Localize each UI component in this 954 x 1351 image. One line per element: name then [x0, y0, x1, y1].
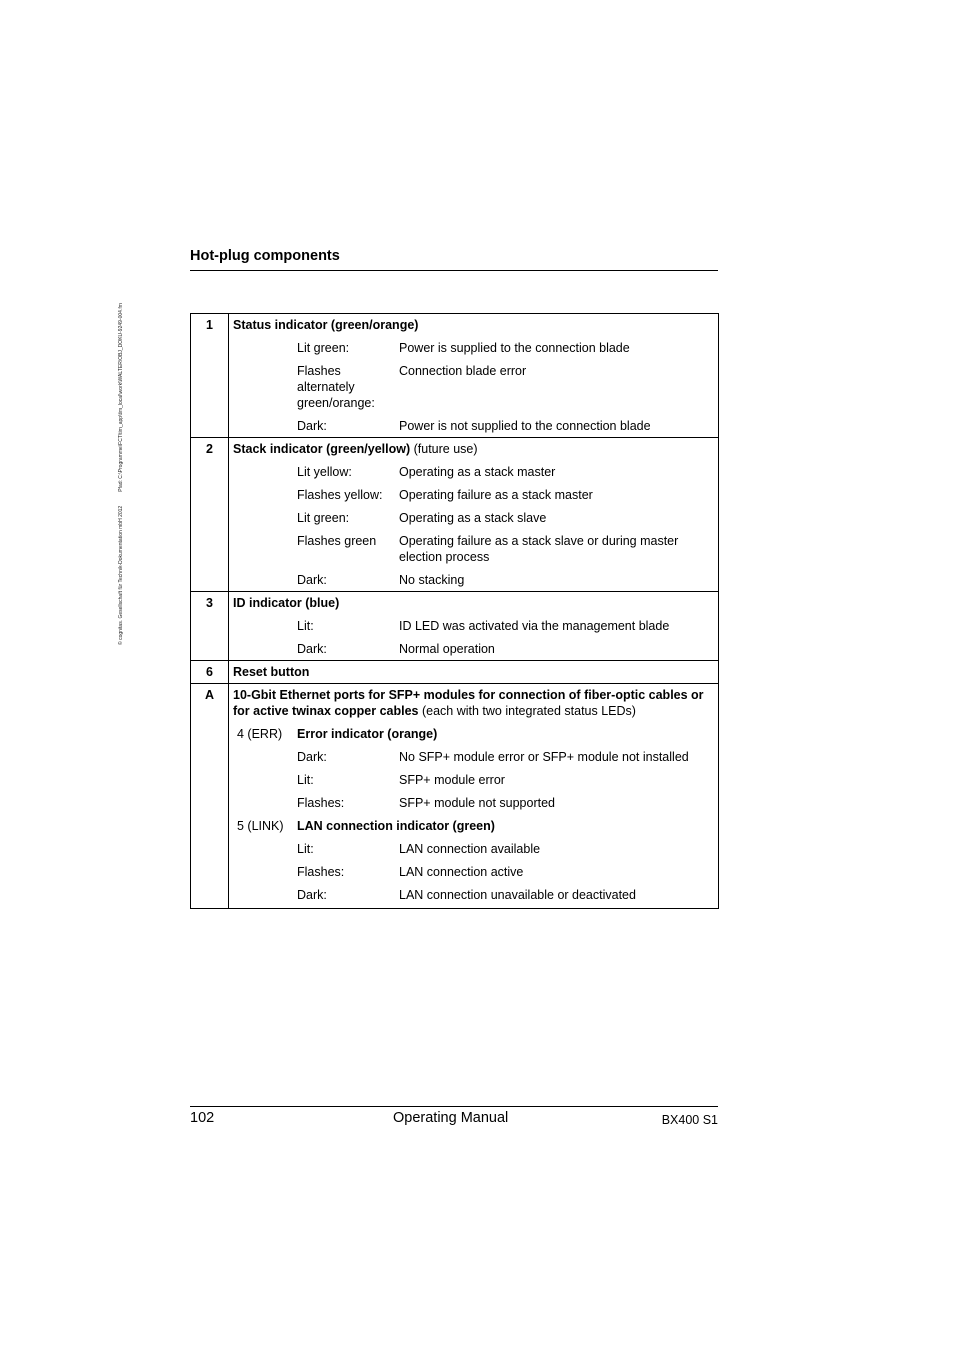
- table-row-section-a: [191, 684, 719, 909]
- list-item: [233, 841, 712, 857]
- state-description: No SFP+ module error or SFP+ module not installed: [399, 750, 689, 764]
- state-description: Power is supplied to the connection blade: [399, 341, 630, 355]
- section-title: Status indicator (green/orange): [233, 318, 419, 332]
- list-item: [233, 418, 712, 434]
- state-label: Dark:: [297, 642, 327, 656]
- section-body: [229, 592, 719, 661]
- state-label: Lit green:: [297, 511, 350, 525]
- state-label: Flashes green: [297, 534, 377, 548]
- table-row-section-3: [191, 592, 719, 661]
- state-description: Normal operation: [399, 642, 495, 656]
- state-description: Operating failure as a stack slave or during master election process: [399, 534, 679, 564]
- indicator-table: [190, 313, 719, 909]
- state-description: LAN connection available: [399, 842, 541, 856]
- header-divider: [190, 270, 718, 271]
- section-title: ID indicator (blue): [233, 596, 340, 610]
- sub-indicator-heading: [233, 726, 712, 742]
- section-number: 1: [191, 314, 229, 438]
- list-item: [233, 641, 712, 657]
- state-description: SFP+ module not supported: [399, 796, 555, 810]
- section-body: [229, 661, 719, 684]
- section-title: 10-Gbit Ethernet ports for SFP+ modules for connection of fiber-optic cables or for active twinax copper cables (each with two integrated status LEDs): [233, 688, 704, 718]
- section-number: A: [191, 684, 229, 909]
- state-description: ID LED was activated via the management blade: [399, 619, 670, 633]
- side-note: [118, 235, 124, 645]
- state-label: Lit green:: [297, 341, 350, 355]
- section-title: Stack indicator (green/yellow) (future use): [233, 442, 478, 456]
- section-number: 6: [191, 661, 229, 684]
- state-description: Power is not supplied to the connection blade: [399, 419, 651, 433]
- led-title: LAN connection indicator (green): [297, 819, 495, 833]
- list-item: [233, 487, 712, 503]
- state-description: Operating failure as a stack master: [399, 488, 593, 502]
- section-body: [229, 684, 719, 909]
- page-number: 102: [190, 1110, 215, 1126]
- state-label: Dark:: [297, 573, 327, 587]
- list-item: [233, 572, 712, 588]
- list-item: [233, 533, 712, 565]
- table-row-section-1: [191, 314, 719, 438]
- state-description: SFP+ module error: [399, 773, 505, 787]
- table-row-section-2: [191, 438, 719, 592]
- led-id-label: 4 (ERR): [237, 727, 283, 741]
- state-label: Lit:: [297, 842, 314, 856]
- list-item: [233, 864, 712, 880]
- state-description: Operating as a stack slave: [399, 511, 547, 525]
- state-label: Flashes:: [297, 796, 345, 810]
- state-description: LAN connection active: [399, 865, 524, 879]
- sub-indicator-heading: [233, 818, 712, 834]
- product-name: BX400 S1: [661, 1113, 718, 1127]
- state-label: Lit:: [297, 773, 314, 787]
- section-title: Reset button: [233, 665, 310, 679]
- state-label: Lit:: [297, 619, 314, 633]
- section-body: [229, 314, 719, 438]
- list-item: [233, 510, 712, 526]
- state-description: Operating as a stack master: [399, 465, 556, 479]
- state-description: LAN connection unavailable or deactivated: [399, 888, 636, 902]
- list-item: [233, 363, 712, 411]
- list-item: [233, 749, 712, 765]
- list-item: [233, 464, 712, 480]
- led-id-label: 5 (LINK): [237, 819, 284, 833]
- spacer: [233, 903, 712, 905]
- state-label: Dark:: [297, 419, 327, 433]
- state-label: Dark:: [297, 888, 327, 902]
- state-description: Connection blade error: [399, 364, 527, 378]
- state-label: Flashes:: [297, 865, 345, 879]
- table-row-section-6: [191, 661, 719, 684]
- list-item: [233, 618, 712, 634]
- state-label: Flashes alternately green/orange:: [297, 364, 375, 410]
- state-label: Flashes yellow:: [297, 488, 383, 502]
- manual-title: Operating Manual: [393, 1110, 509, 1126]
- footer-divider: [190, 1106, 718, 1107]
- state-description: No stacking: [399, 573, 465, 587]
- list-item: [233, 772, 712, 788]
- state-label: Lit yellow:: [297, 465, 352, 479]
- section-body: [229, 438, 719, 592]
- section-number: 3: [191, 592, 229, 661]
- list-item: [233, 887, 712, 903]
- page-title: Hot-plug components: [190, 248, 340, 264]
- side-note-path: Pfad: C:\Programme\FCT\tim_app\tim_local\work\WALTER\OBJ_DOKU-9249-004.fm: [118, 303, 124, 492]
- list-item: [233, 340, 712, 356]
- side-note-copyright: © cognitas. Gesellschaft für Technik-Dokumentation mbH 2012: [118, 505, 124, 645]
- list-item: [233, 795, 712, 811]
- led-title: Error indicator (orange): [297, 727, 438, 741]
- state-label: Dark:: [297, 750, 327, 764]
- section-number: 2: [191, 438, 229, 592]
